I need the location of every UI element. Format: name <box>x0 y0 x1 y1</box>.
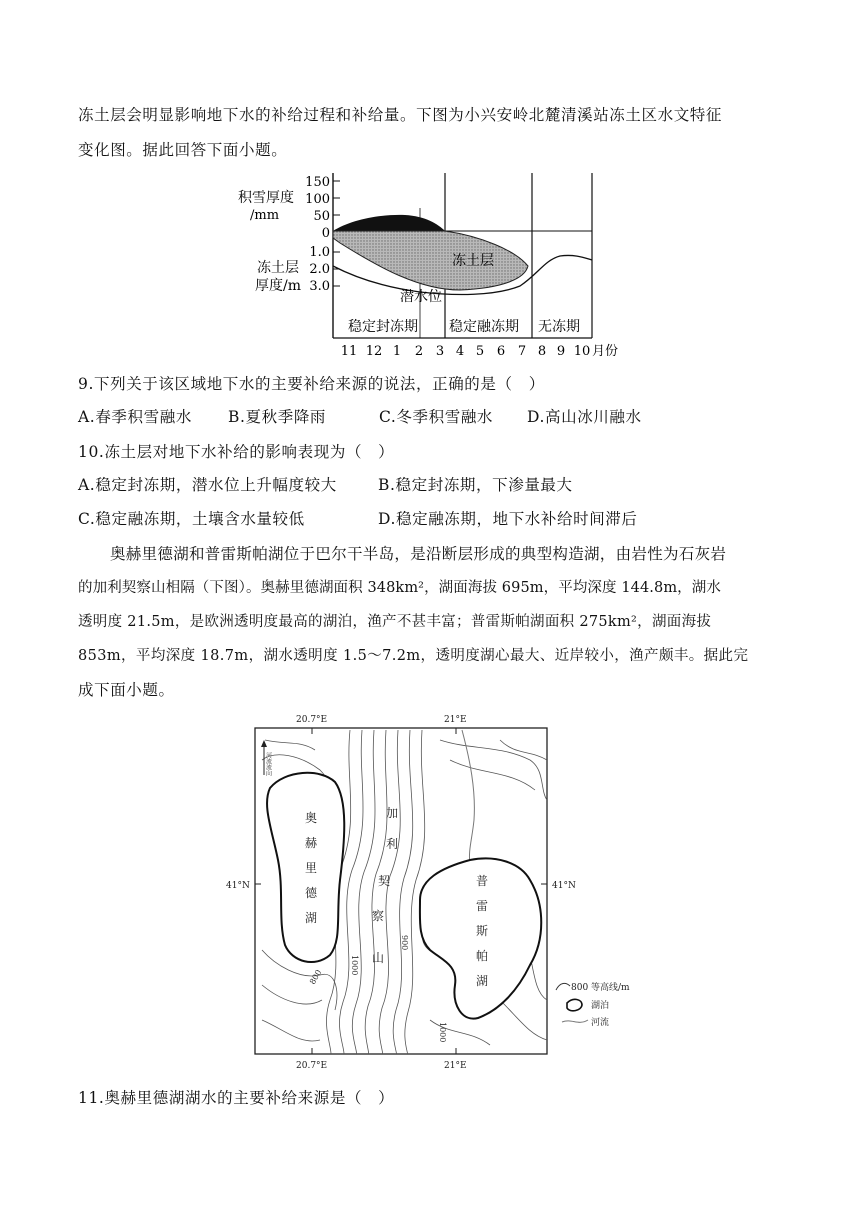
lake-ohrid-char: 湖 <box>304 911 318 925</box>
y-tick-3: 3.0 <box>309 279 330 294</box>
month-label: 8 <box>537 344 547 359</box>
legend-river-text: 河流 <box>591 1018 610 1028</box>
q10-option-a[interactable]: A.稳定封冻期，潜水位上升幅度较大 <box>78 476 337 494</box>
para2-line-5: 成下面小题。 <box>78 681 175 699</box>
lake-prespa-char: 帕 <box>475 949 489 963</box>
lake-prespa-char: 普 <box>475 874 489 888</box>
frozen-depth-label: 冻土层 <box>257 260 299 276</box>
contour-label-1000: 1000 <box>350 955 359 976</box>
lake-prespa-char: 雷 <box>475 899 489 913</box>
snow-depth-unit: /mm <box>250 208 280 223</box>
q9-options <box>78 405 642 427</box>
legend-lake-text: 湖泊 <box>591 1001 610 1011</box>
map-legend <box>556 981 630 1028</box>
mountain-char: 加 <box>385 806 399 820</box>
mountain-char: 察 <box>371 909 385 923</box>
q9-option-a[interactable]: A.春季积雪融水 <box>78 408 192 426</box>
frozen-soil-figure <box>0 168 860 368</box>
water-table-label: 潜水位 <box>400 289 442 305</box>
frozen-depth-unit: 厚度/m <box>255 278 301 294</box>
month-label: 6 <box>496 344 506 359</box>
q9-option-b[interactable]: B.夏秋季降雨 <box>228 408 327 426</box>
month-label: 2 <box>414 344 424 359</box>
lake-ohrid-char: 里 <box>304 861 318 875</box>
lake-legend-icon <box>567 999 582 1010</box>
lake-prespa-char: 湖 <box>475 974 489 988</box>
mountain-char: 契 <box>377 874 391 888</box>
para2-line-4: 853m，平均深度 18.7m，湖水透明度 1.5～7.2m，透明度湖心最大、近岸较小，渔产颇丰。据此完 <box>78 648 749 664</box>
lon-label-top-right: 21°E <box>444 715 467 725</box>
lake-ohrid-char: 德 <box>304 886 318 900</box>
month-label: 12 <box>365 344 383 359</box>
lat-label-right: 41°N <box>552 881 576 891</box>
y-tick-2: 2.0 <box>309 262 330 277</box>
month-label: 1 <box>392 344 402 359</box>
period-stable-thaw: 稳定融冻期 <box>449 319 519 335</box>
q10-option-d[interactable]: D.稳定融冻期，地下水补给时间滞后 <box>378 510 638 528</box>
lake-prespa-char: 斯 <box>475 924 489 938</box>
month-label: 5 <box>475 344 485 359</box>
y-tick-0: 0 <box>321 226 330 241</box>
flow-direction-label: 河流流向 <box>264 752 272 776</box>
month-label: 9 <box>556 344 566 359</box>
q9-option-c[interactable]: C.冬季积雪融水 <box>379 408 494 426</box>
lake-ohrid-char: 赫 <box>304 836 318 850</box>
contour-label-900: 900 <box>400 935 409 951</box>
y-tick-1: 1.0 <box>309 245 330 260</box>
q10-options-row-1 <box>78 473 573 495</box>
river-legend-icon <box>562 1020 588 1022</box>
lon-label-bottom-left: 20.7°E <box>296 1061 328 1071</box>
snow-depth-label: 积雪厚度 <box>238 190 294 206</box>
para2-line-1: 奥赫里德湖和普雷斯帕湖位于巴尔干半岛，是沿断层形成的典型构造湖，由岩性为石灰岩 <box>110 545 727 563</box>
lon-label-bottom-right: 21°E <box>444 1061 467 1071</box>
legend-contour-text: 等高线/m <box>591 983 630 993</box>
lake-ohrid-char: 奥 <box>304 811 318 825</box>
contour-label-1000-b: 1000 <box>438 1022 447 1043</box>
y-tick-100: 100 <box>305 192 330 207</box>
y-tick-150: 150 <box>305 175 330 190</box>
q10-options-row-2 <box>78 507 638 529</box>
frozen-layer-label: 冻土层 <box>452 253 494 269</box>
lon-label-top-left: 20.7°E <box>296 715 328 725</box>
mountain-char: 山 <box>371 951 385 965</box>
mountain-char: 利 <box>385 837 399 851</box>
contour-label-800: 800 <box>307 968 324 986</box>
month-unit: 月份 <box>592 344 619 359</box>
period-stable-freeze: 稳定封冻期 <box>348 319 418 335</box>
q9-stem: 9.下列关于该区域地下水的主要补给来源的说法，正确的是（ ） <box>78 375 545 393</box>
month-label: 11 <box>340 344 358 359</box>
month-label: 7 <box>517 344 527 359</box>
month-label: 4 <box>455 344 465 359</box>
q11-stem: 11.奥赫里德湖湖水的主要补给来源是（ ） <box>78 1089 395 1107</box>
legend-contour-value: 800 <box>571 983 589 993</box>
intro-line-2: 变化图。据此回答下面小题。 <box>78 141 288 159</box>
para2-line-2: 的加利契察山相隔（下图）。奥赫里德湖面积 348km²，湖面海拔 695m，平均深度 144.8m，湖水 <box>78 580 721 596</box>
lat-label-left: 41°N <box>226 881 250 891</box>
para2-line-3: 透明度 21.5m，是欧洲透明度最高的湖泊，渔产不甚丰富；普雷斯帕湖面积 275km²，湖面海拔 <box>78 614 712 630</box>
q10-option-c[interactable]: C.稳定融冻期，土壤含水量较低 <box>78 510 305 528</box>
y-tick-50: 50 <box>313 209 330 224</box>
lakes-topographic-map <box>0 700 860 1080</box>
q10-stem: 10.冻土层对地下水补给的影响表现为（ ） <box>78 443 395 461</box>
intro-line-1: 冻土层会明显影响地下水的补给过程和补给量。下图为小兴安岭北麓清溪站冻土区水文特征 <box>78 106 723 124</box>
month-label: 3 <box>435 344 445 359</box>
q10-option-b[interactable]: B.稳定封冻期，下渗量最大 <box>378 476 573 494</box>
month-label: 10 <box>573 344 591 359</box>
period-no-freeze: 无冻期 <box>538 319 580 335</box>
q9-option-d[interactable]: D.高山冰川融水 <box>527 408 642 426</box>
